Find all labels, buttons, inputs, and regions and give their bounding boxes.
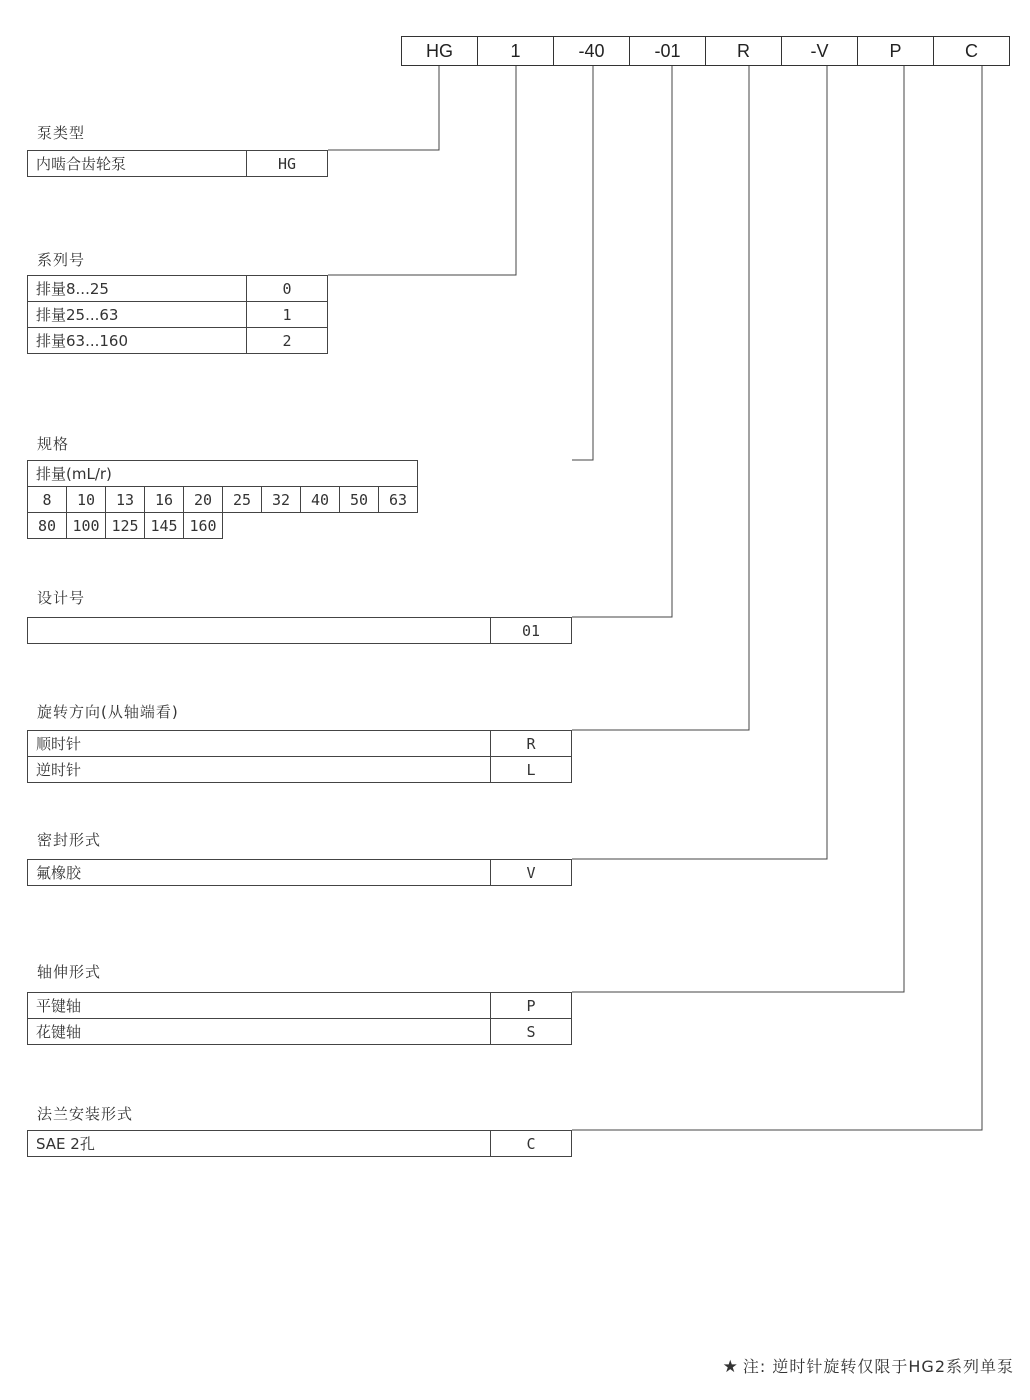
option-label: 平键轴 [28, 993, 491, 1019]
option-label: SAE 2孔 [28, 1131, 491, 1157]
option-label: 花键轴 [28, 1019, 491, 1045]
option-label: 排量63...160 [28, 328, 247, 354]
connector-seal [572, 66, 827, 859]
rotation-table [27, 730, 572, 783]
spec-value: 100 [67, 513, 106, 539]
option-code: C [491, 1131, 572, 1157]
option-code: S [491, 1019, 572, 1045]
code-segment-pump-type: HG [401, 36, 478, 66]
spec-value: 8 [28, 487, 67, 513]
spec-value: 80 [28, 513, 67, 539]
shaft-title: 轴伸形式 [37, 963, 102, 981]
spec-value: 16 [145, 487, 184, 513]
empty-cell [223, 513, 262, 539]
option-code: 0 [247, 276, 328, 302]
option-code: V [491, 860, 572, 886]
spec-value: 13 [106, 487, 145, 513]
empty-cell [340, 513, 379, 539]
table-row [28, 757, 572, 783]
code-segment-spec: -40 [553, 36, 630, 66]
code-segment-seal: -V [781, 36, 858, 66]
table-row [28, 731, 572, 757]
spec-header: 排量(mL/r) [28, 461, 418, 487]
option-code: 2 [247, 328, 328, 354]
empty-cell [301, 513, 340, 539]
code-segment-rotation: R [705, 36, 782, 66]
spec-value: 125 [106, 513, 145, 539]
option-label: 氟橡胶 [28, 860, 491, 886]
option-code: P [491, 993, 572, 1019]
option-code: 01 [491, 618, 572, 644]
spec-title: 规格 [37, 435, 70, 453]
option-code: L [491, 757, 572, 783]
footnote-text: 注: 逆时针旋转仅限于HG2系列单泵 [742, 1357, 1014, 1376]
connector-shaft [572, 66, 904, 992]
option-code: R [491, 731, 572, 757]
table-row [28, 1131, 572, 1157]
model-code-row [401, 36, 1010, 66]
connector-flange [572, 66, 982, 1130]
code-segment-flange: C [933, 36, 1010, 66]
table-row [28, 151, 328, 177]
table-row [28, 993, 572, 1019]
empty-cell [262, 513, 301, 539]
seal-title: 密封形式 [37, 831, 102, 849]
option-code: HG [247, 151, 328, 177]
spec-table [27, 460, 418, 539]
connector-pump-type [328, 66, 439, 150]
option-label: 内啮合齿轮泵 [28, 151, 247, 177]
connector-series [328, 66, 516, 275]
series-title: 系列号 [37, 251, 86, 269]
spec-value: 50 [340, 487, 379, 513]
option-label: 逆时针 [28, 757, 491, 783]
code-segment-shaft: P [857, 36, 934, 66]
spec-value: 25 [223, 487, 262, 513]
empty-cell [379, 513, 418, 539]
spec-value: 145 [145, 513, 184, 539]
footnote [723, 1354, 1014, 1377]
table-row [28, 328, 328, 354]
option-code: 1 [247, 302, 328, 328]
code-segment-design: -01 [629, 36, 706, 66]
connector-spec [572, 66, 593, 460]
flange-table [27, 1130, 572, 1157]
option-label: 排量25...63 [28, 302, 247, 328]
option-label: 排量8...25 [28, 276, 247, 302]
table-row [28, 276, 328, 302]
table-row [28, 513, 418, 539]
spec-value: 20 [184, 487, 223, 513]
spec-value: 40 [301, 487, 340, 513]
spec-value: 63 [379, 487, 418, 513]
star-icon: ★ [722, 1357, 739, 1377]
seal-table [27, 859, 572, 886]
table-row [28, 461, 418, 487]
shaft-table [27, 992, 572, 1045]
spec-value: 32 [262, 487, 301, 513]
table-row [28, 860, 572, 886]
connector-design [572, 66, 672, 617]
code-segment-series: 1 [477, 36, 554, 66]
pump-type-table [27, 150, 328, 177]
pump-type-title: 泵类型 [37, 124, 86, 142]
spec-value: 10 [67, 487, 106, 513]
option-label [28, 618, 491, 644]
series-table [27, 275, 328, 354]
connector-rotation [572, 66, 749, 730]
design-title: 设计号 [37, 589, 86, 607]
rotation-title: 旋转方向(从轴端看) [37, 703, 179, 721]
option-label: 顺时针 [28, 731, 491, 757]
table-row [28, 618, 572, 644]
table-row [28, 302, 328, 328]
table-row [28, 487, 418, 513]
table-row [28, 1019, 572, 1045]
design-table [27, 617, 572, 644]
spec-value: 160 [184, 513, 223, 539]
flange-title: 法兰安装形式 [37, 1105, 134, 1123]
